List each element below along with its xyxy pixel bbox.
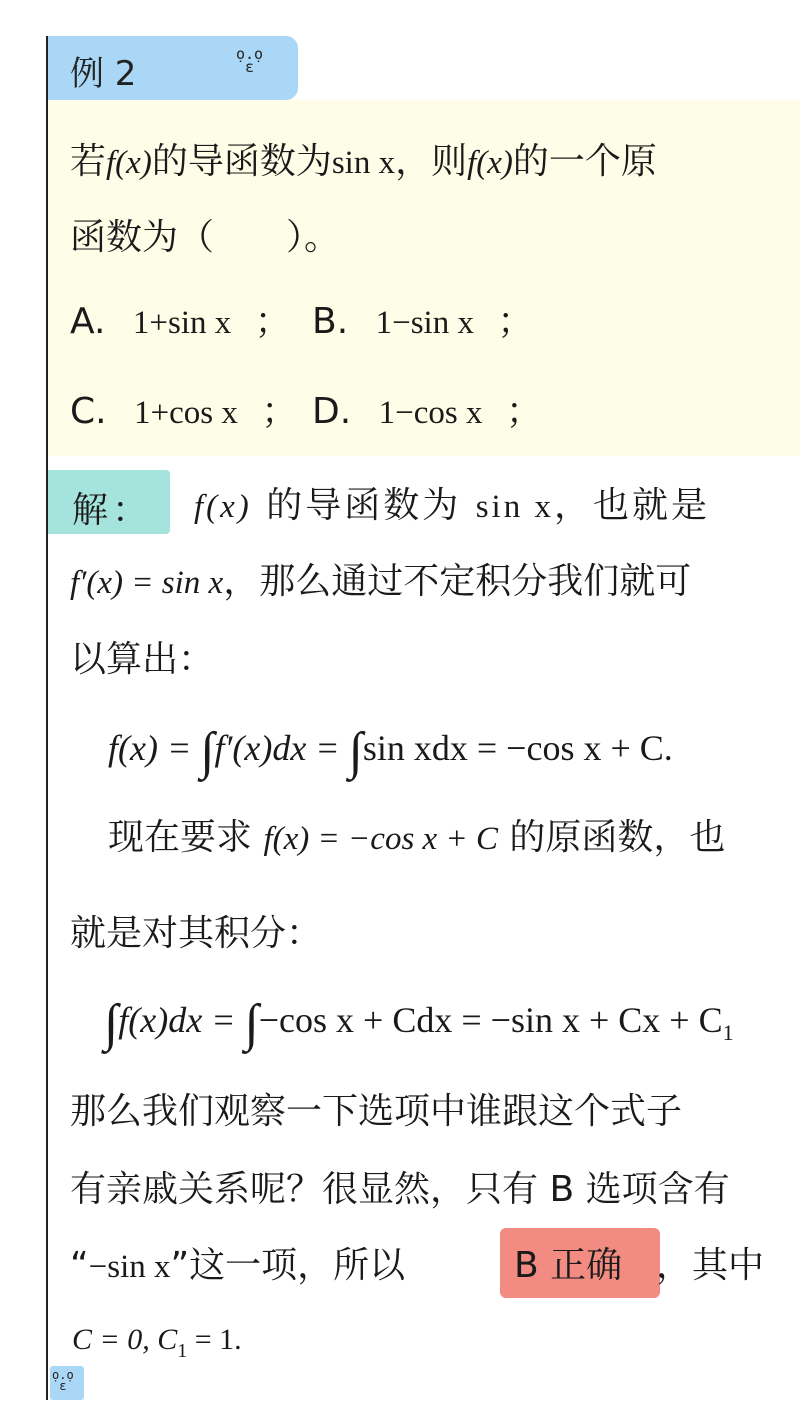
option-b: B. 1−sin x ；	[312, 301, 534, 342]
integral-sign: ∫	[200, 723, 215, 780]
formula-2: ∫f(x)dx = ∫−cos x + Cdx = −sin $x + Cx + C_1$	[104, 995, 734, 1052]
option-d: D. 1−cos x ；	[312, 391, 542, 432]
solution-line-6: 就是对其积分：	[70, 913, 323, 954]
solution-line-9: 有亲戚关系呢？很显然，只有 B 选项含有	[70, 1169, 730, 1210]
solution-line-10: “−sin x”这一项，所以	[70, 1245, 406, 1286]
integral-sign: ∫	[244, 995, 259, 1052]
solution-line-2: f′(x) = sin x，那么通过不定积分我们就可	[70, 561, 692, 602]
solution-line-10-end: ，其中	[656, 1245, 765, 1286]
integral-sign: ∫	[348, 723, 363, 780]
question-line-1: 若f(x)的导函数为sin x，则f(x)的一个原	[70, 141, 657, 182]
option-c: C. 1+cos x ；	[70, 391, 298, 432]
footer-badge	[50, 1366, 84, 1400]
kaomoji-face-icon: ọ.ọ ε	[52, 1368, 74, 1393]
solution-line-1: f(x) 的导函数为 sin x，也就是	[194, 485, 710, 526]
kaomoji-face-icon: ọ.ọ ε	[236, 45, 264, 76]
solution-line-8: 那么我们观察一下选项中谁跟这个式子	[70, 1091, 683, 1132]
formula-1: f(x) = ∫f′(x)dx = ∫sin xdx = −cos x + C.	[108, 723, 673, 780]
solution-line-5: 现在要求 f(x) = −cos x + C 的原函数，也	[108, 817, 726, 858]
answer-text: B 正确	[514, 1245, 623, 1286]
question-line-2: 函数为（ ）。	[70, 217, 341, 258]
option-a: A. 1+sin x ；	[70, 301, 291, 342]
solution-line-11: C = 0, $C_1 = 1$.	[72, 1323, 242, 1363]
example-title: 例 2	[70, 54, 137, 94]
solution-label: 解：	[48, 470, 170, 534]
integral-sign: ∫	[104, 995, 119, 1052]
example-header	[48, 36, 298, 100]
solution-line-3: 以算出：	[70, 639, 215, 680]
